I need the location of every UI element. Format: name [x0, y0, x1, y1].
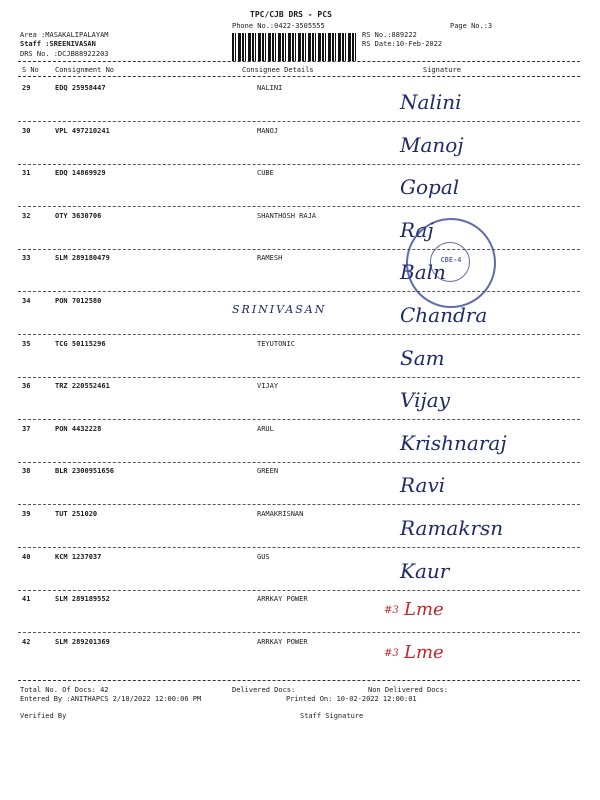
printed-on: Printed On: 10-02-2022 12:00:01 — [286, 695, 417, 703]
row-sno: 39 — [22, 510, 31, 518]
row-sno: 32 — [22, 211, 31, 220]
column-divider — [18, 76, 580, 77]
staff-signature-label: Staff Signature — [300, 712, 364, 720]
row-consignee: NALINI — [257, 84, 283, 92]
handwritten-note: SRINIVASAN — [232, 303, 327, 316]
row-signature: Raj — [400, 217, 434, 242]
row-consignment-no: KCM 1237037 — [55, 552, 102, 561]
row-sno: 30 — [22, 126, 31, 135]
page-number: Page No.:3 — [450, 22, 493, 30]
row-consignment-no: VPL 497210241 — [55, 126, 110, 135]
table-row — [0, 378, 600, 420]
document-title: TPC/CJB DRS - PCS — [250, 10, 332, 19]
table-row — [0, 421, 600, 463]
rs-number: RS No.:889222 — [362, 31, 417, 39]
header-divider — [18, 61, 580, 62]
row-signature: Baln — [400, 260, 446, 285]
row-signature: Lme — [404, 599, 444, 621]
col-sno: S No — [22, 66, 39, 74]
col-signature: Signature — [423, 66, 461, 74]
row-consignment-no: SLM 289180479 — [55, 254, 110, 263]
row-sno: 36 — [22, 382, 31, 391]
verified-by: Verified By — [20, 712, 67, 720]
row-sno: 37 — [22, 424, 31, 433]
table-row — [0, 80, 600, 122]
row-sno: 35 — [22, 339, 31, 348]
total-docs: Total No. Of Docs: 42 — [20, 686, 109, 694]
table-row — [0, 250, 600, 292]
row-consignment-no: PON 4432228 — [55, 424, 102, 433]
non-delivered-docs: Non Delivered Docs: — [368, 686, 449, 694]
row-sno: 42 — [22, 637, 31, 646]
phone-number: Phone No.:0422-3505555 — [232, 22, 325, 30]
row-sno: 29 — [22, 84, 31, 92]
row-signature: Gopal — [400, 175, 460, 200]
staff-label: Staff :SREENIVASAN — [20, 40, 96, 48]
row-signature: Nalini — [400, 90, 462, 114]
row-consignment-no: PON 7012580 — [55, 297, 102, 305]
footer-divider — [18, 680, 580, 681]
row-consignee: CUBE — [257, 169, 274, 178]
row-consignment-no: BLR 2300951656 — [55, 467, 115, 476]
row-consignment-no: EDQ 14869929 — [55, 169, 106, 178]
table-row — [0, 506, 600, 548]
row-consignee: VIJAY — [257, 382, 279, 391]
drs-number: DRS No. :DCJB88922203 — [20, 50, 109, 58]
col-consignee: Consignee Details — [242, 66, 314, 74]
table-row — [0, 123, 600, 165]
row-consignment-no: EDQ 25958447 — [55, 84, 106, 92]
row-sno: 38 — [22, 467, 31, 476]
row-consignee: ARRKAY POWER — [257, 595, 308, 604]
table-row — [0, 634, 600, 676]
barcode-image — [232, 33, 358, 61]
table-row — [0, 591, 600, 633]
company-stamp: CBE-4 — [406, 218, 496, 308]
row-signature: Krishnaraj — [400, 430, 507, 455]
row-consignee: RAMESH — [257, 254, 283, 263]
row-signature: Manoj — [400, 132, 464, 157]
delivered-docs: Delivered Docs: — [232, 686, 296, 694]
table-row — [0, 336, 600, 378]
row-note: #3 — [384, 605, 399, 617]
row-signature: Vijay — [400, 388, 450, 413]
table-row — [0, 208, 600, 250]
row-sno: 34 — [22, 297, 31, 305]
row-signature: Kaur — [400, 558, 450, 583]
row-consignment-no: SLM 289201369 — [55, 637, 110, 646]
row-sno: 40 — [22, 552, 31, 561]
row-signature: Lme — [404, 641, 444, 663]
row-consignee: GREEN — [257, 467, 279, 476]
row-consignee: GUS — [257, 552, 270, 561]
table-row — [0, 165, 600, 207]
row-signature: Ramakrsn — [400, 516, 504, 540]
row-consignment-no: SLM 289189552 — [55, 595, 110, 604]
row-signature: Sam — [400, 345, 445, 370]
row-consignment-no: TCG 50115296 — [55, 339, 106, 348]
row-signature: Chandra — [400, 303, 488, 327]
area-label: Area :MASAKALIPALAYAM — [20, 31, 109, 39]
row-consignee: MANOJ — [257, 126, 279, 135]
rs-date: RS Date:10-Feb-2022 — [362, 40, 443, 48]
row-consignee: ARUL — [257, 424, 274, 433]
table-row — [0, 549, 600, 591]
row-sno: 41 — [22, 595, 31, 604]
row-consignment-no: TUT 251020 — [55, 510, 98, 518]
row-consignee: ARRKAY POWER — [257, 637, 308, 646]
row-consignment-no: TRZ 220552461 — [55, 382, 110, 391]
entered-by: Entered By :ANITHAPCS 2/10/2022 12:00:06 PM — [20, 695, 202, 703]
row-consignee: RAMAKRISNAN — [257, 510, 304, 518]
col-consignment: Consignment No — [55, 66, 115, 74]
row-signature: Ravi — [400, 473, 446, 498]
row-sno: 33 — [22, 254, 31, 263]
row-note: #3 — [384, 647, 399, 659]
row-consignee: TEYUTONIC — [257, 339, 295, 348]
row-consignee: SHANTHOSH RAJA — [257, 211, 317, 220]
table-row — [0, 463, 600, 505]
row-sno: 31 — [22, 169, 31, 178]
row-consignment-no: OTY 3630706 — [55, 211, 102, 220]
